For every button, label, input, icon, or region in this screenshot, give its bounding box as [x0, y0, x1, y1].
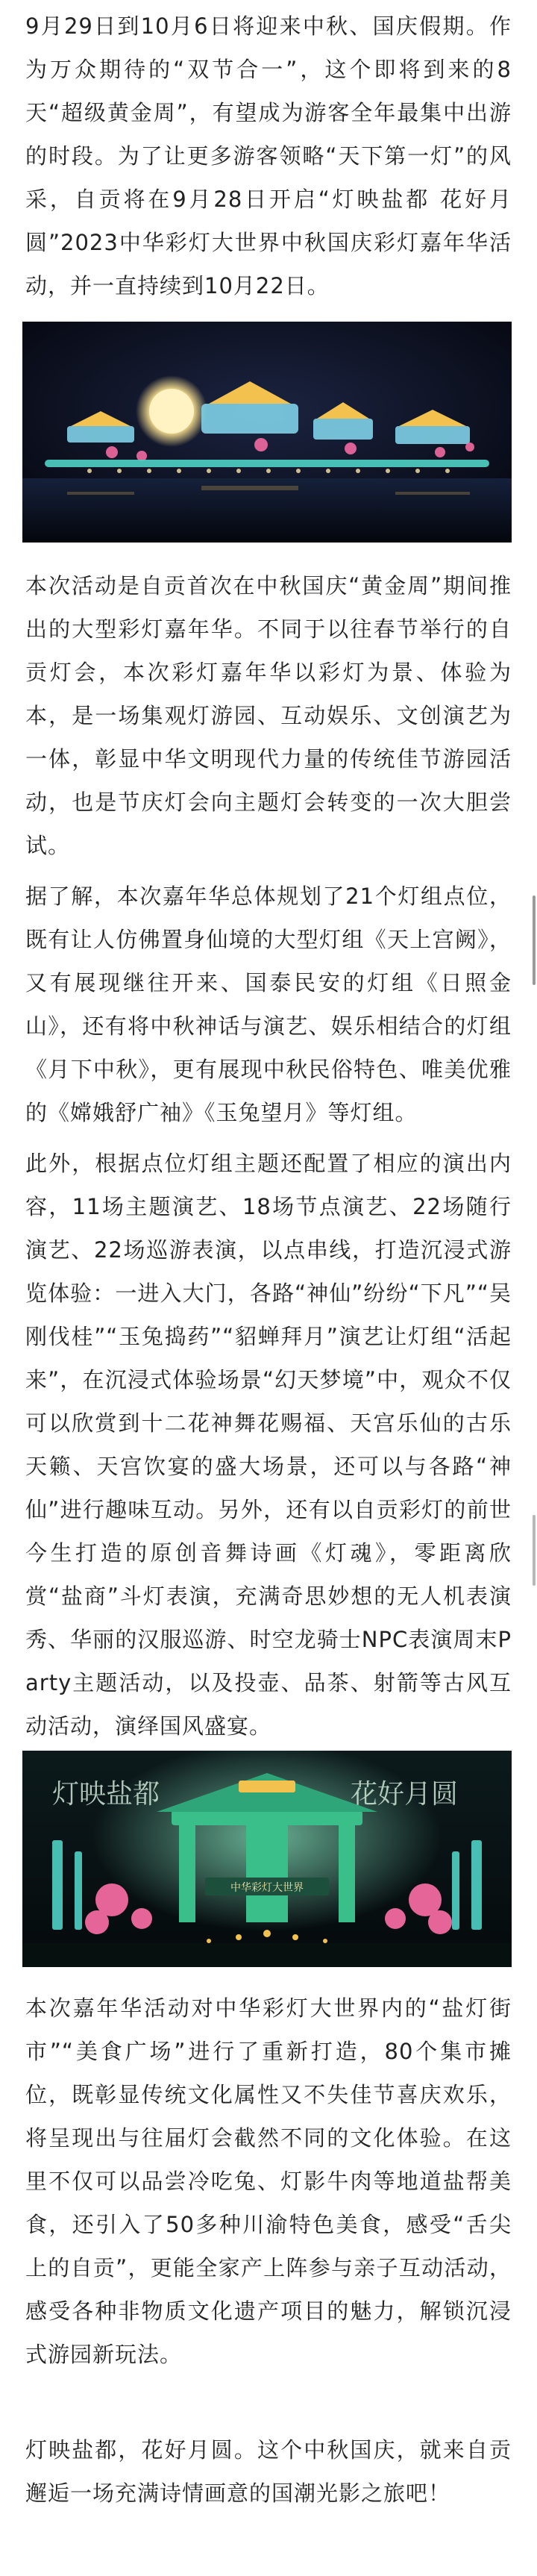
- gate-sign: 中华彩灯大世界: [230, 1882, 304, 1894]
- watermark-left: 灯映盐都: [52, 1779, 160, 1810]
- paragraph-lantern-groups: 据了解，本次嘉年华总体规划了21个灯组点位，既有让人仿佛置身仙境的大型灯组《天上宫阙》，又有展现继往开来、国泰民安的灯组《日照金山》，还有将中秋神话与演艺、娱乐相结合的灯组《月下中秋》，更有展现中秋民俗特色、唯美优雅的《嫦娥舒广袖》《玉兔望月》等灯组。: [25, 884, 512, 1125]
- scrollbar-marker: [533, 1515, 536, 1586]
- watermark-right: 花好月圆: [351, 1779, 459, 1810]
- paragraph-closing: 灯映盐都，花好月圆。这个中秋国庆，就来自贡邂逅一场充满诗情画意的国潮光影之旅吧！: [25, 2437, 512, 2506]
- lantern-festival-photo-2: [22, 1751, 512, 1967]
- paragraph-event-overview: 本次活动是自贡首次在中秋国庆“黄金周”期间推出的大型彩灯嘉年华。不同于以往春节举行的自贡灯会，本次彩灯嘉年华以彩灯为景、体验为本，是一场集观灯游园、互动娱乐、文创演艺为一体，彰显中华文明现代力量的传统佳节游园活动，也是节庆灯会向主题灯会转变的一次大胆尝试。: [25, 573, 512, 858]
- lantern-festival-photo-1: [22, 322, 512, 543]
- lantern-scene-moon-palace: [22, 322, 512, 543]
- paragraph-food-market: 本次嘉年华活动对中华彩灯大世界内的“盐灯街市”“美食广场”进行了重新打造，80个集市摊位，既彰显传统文化属性又不失佳节喜庆欢乐，将呈现出与往届灯会截然不同的文化体验。在这里不仅可以品尝冷吃兔、灯影牛肉等地道盐帮美食，还引入了50多种川渝特色美食，感受“舌尖上的自贡”，更能全家产上阵参与亲子互动活动，感受各种非物质文化遗产项目的魅力，解锁沉浸式游园新玩法。: [25, 1995, 512, 2367]
- lantern-gate-scene: [22, 1751, 512, 1967]
- paragraph-performances: 此外，根据点位灯组主题还配置了相应的演出内容，11场主题演艺、18场节点演艺、22场随行演艺、22场巡游表演，以点串线，打造沉浸式游览体验：一进入大门，各路“神仙”纷纷“下凡”“吴刚伐桂”“玉兔捣药”“貂蝉拜月”演艺让灯组“活起来”，在沉浸式体验场景“幻天梦境”中，观众不仅可以欣赏到十二花神舞花赐福、天宫乐仙的古乐天籁、天宫饮宴的盛大场景，还可以与各路“神仙”进行趣味互动。另外，还有以自贡彩灯的前世今生打造的原创音舞诗画《灯魂》，零距离欣赏“盐商”斗灯表演，充满奇思妙想的无人机表演秀、华丽的汉服巡游、时空龙骑士NPC表演周末Party主题活动，以及投壶、品茶、射箭等古风互动活动，演绎国风盛宴。: [25, 1151, 512, 1739]
- scrollbar-thumb[interactable]: [533, 895, 536, 985]
- paragraph-intro: 9月29日到10月6日将迎来中秋、国庆假期。作为万众期待的“双节合一”，这个即将到来的8天“超级黄金周”，有望成为游客全年最集中出游的时段。为了让更多游客领略“天下第一灯”的风采，自贡将在9月28日开启“灯映盐都 花好月圆”2023中华彩灯大世界中秋国庆彩灯嘉年华活动，并一直持续到10月22日。: [25, 13, 512, 298]
